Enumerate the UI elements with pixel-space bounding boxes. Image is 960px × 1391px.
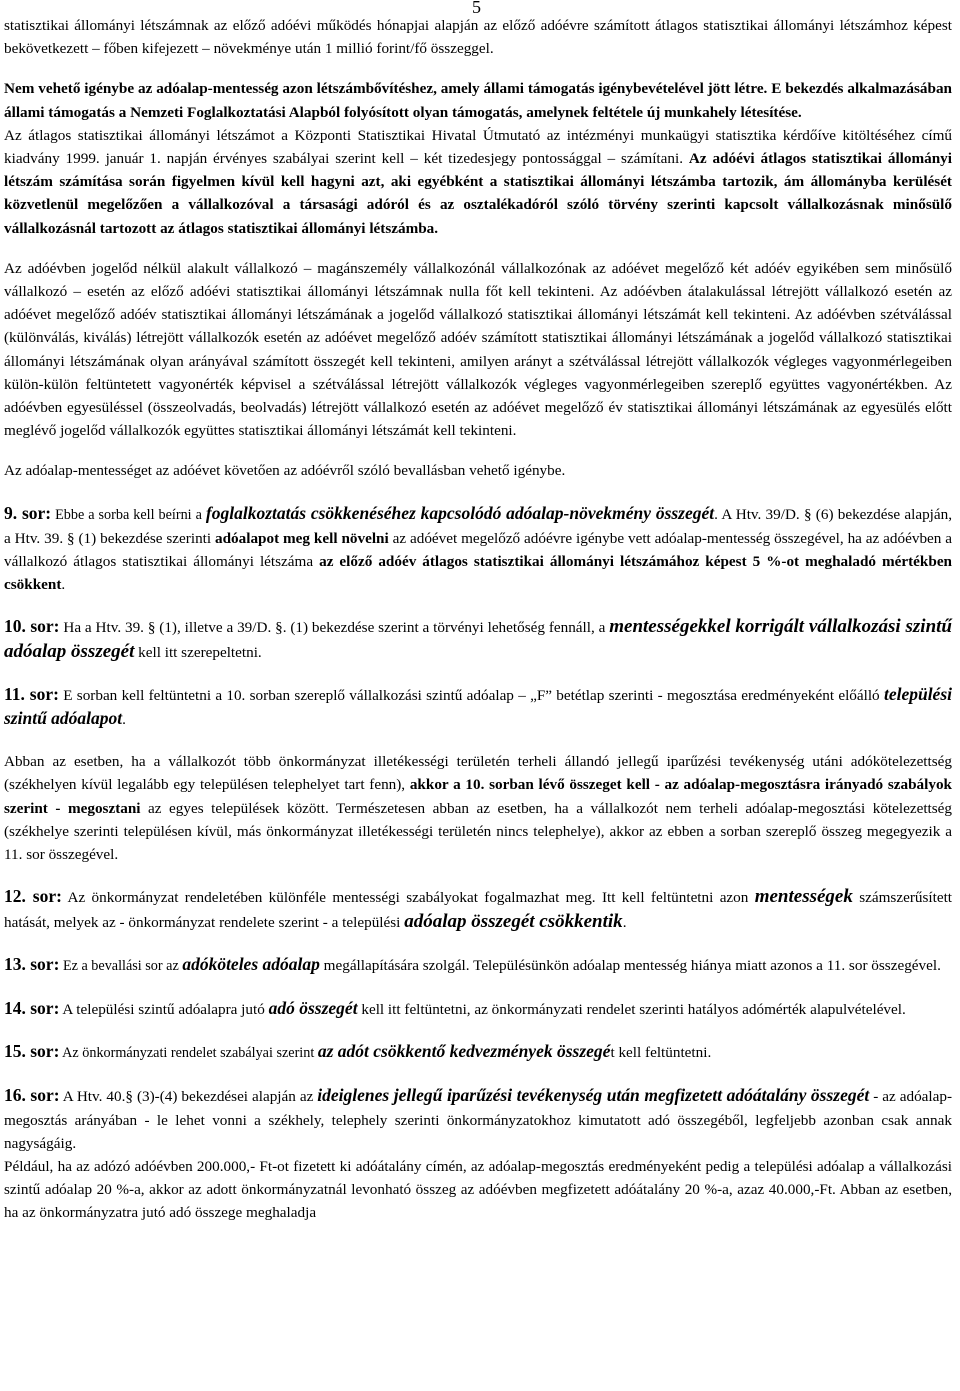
paragraph-state-aid-exclusion: Nem vehető igénybe az adóalap-mentesség azon létszámbővítéshez, amely állami támogatás igénybevételével jött létre. E bekezdés alkalmazásában állami támogatás a Nemzeti Foglalkoztatási Alapból folyósított olyan támogatás, amelynek feltétele új munkahely létesítése. [4,80,952,121]
row-14-description: 14. sor: A települési szintű adóalapra jutó adó összegét kell itt feltüntetni, az önkormányzati rendelet szerinti hatályos adómérték alapulvételével. [4,997,906,1018]
paragraph-claim-in-return: Az adóalap-mentességet az adóévet követően az adóévről szóló bevallásban vehető igénybe. [4,462,566,480]
row-10-emphasis: mentességekkel korrigált vállalkozási szintű adóalap összegét [4,616,952,662]
row-9-emphasis: foglalkoztatás csökkenéséhez kapcsolódó adóalap-növekmény összegét [205,502,715,523]
row-15-description: 15. sor: Az önkormányzati rendelet szabályai szerint az adót csökkentő kedvezmények összegét kell feltüntetni. [4,1041,712,1062]
row-15-emphasis: az adót csökkentő kedvezmények összegé [317,1041,611,1062]
row-12-emphasis-reduce: adóalap összegét csökkentik [404,910,623,932]
page-number: 5 [472,0,481,17]
row-13-emphasis: adóköteles adóalap [182,953,320,974]
row-9-label: 9. sor: [4,502,52,523]
row-16-label: 16. sor: [4,1085,60,1106]
row-13-label: 13. sor: [4,953,60,974]
document-body [4,14,952,1225]
paragraph-intro: statisztikai állományi létszámnak az előző adóévi működés hónapjai alapján az előző adóévre számított átlagos statisztikai állományi létszámhoz képest bekövetkezett – főben kifejezett – növekménye után 1 millió forint/fő összeggel. [4,17,952,58]
row-14-emphasis: adó összegét [268,997,358,1018]
row-9-description: 9. sor: Ebbe a sorba kell beírni a foglalkoztatás csökkenéséhez kapcsolódó adóalap-növekmény összegét. A Htv. 39/D. § (6) bekezdése alapján, a Htv. 39. § (1) bekezdése szerinti adóalapot meg kell növelni az adóévet megelőző adóévre igénybe vett adóalap-mentesség összegével, ha az adóévben a vállalkozó átlagos statisztikai állományi létszáma az előző adóév átlagos statisztikai állományi létszámához képest 5 %-ot meghaladó mértékben csökkent. [4,502,953,594]
row-11-label: 11. sor: [4,683,59,704]
row-16-emphasis: ideiglenes jellegű iparűzési tevékenység után megfizetett adóátalány összegét [317,1085,870,1106]
paragraph-headcount-calculation [4,124,952,240]
row-14-label: 14. sor: [4,997,60,1018]
row-10-description: 10. sor: Ha a Htv. 39. § (1), illetve a 39/D. §. (1) bekezdése szerint a törvényi lehetőség fennáll, a mentességekkel korrigált vállalkozási szintű adóalap összegét kell itt szerepeltetni. [4,616,952,662]
headcount-rule-text: Az átlagos statisztikai állományi létszámot a Központi Statisztikai Hivatal Útmutató az intézményi munkaügyi statisztika kérdőíve kitöltéséhez című kiadvány 1999. január 1. napján érvényes szabályai szerint kell – két tizedesjegy pontossággal – számítani. [4,126,952,168]
row-10-label: 10. sor: [4,616,60,637]
row-12-label: 12. sor: [4,886,62,907]
row-16-description: 16. sor: A Htv. 40.§ (3)-(4) bekezdései alapján az ideiglenes jellegű iparűzési tevékenység után megfizetett adóátalány összegét - az adóalap-megosztás arányában - le lehet vonni a székhely, telephely szerinti önkormányzatokhoz kimutatott adó összegéből, legfeljebb azonban csak annak nagyságáig. [4,1085,953,1152]
paragraph-legal-successor: Az adóévben jogelőd nélkül alakult vállalkozó – magánszemély vállalkozónál vállalkozónak az adóévet megelőző két adóév egyikében sem minősülő vállalkozó – esetén az előző adóévi statisztikai állományi létszámnak nulla főt kell tekinteni. Az adóévben átalakulással létrejött vállalkozó esetén az adóévet megelőző adóév statisztikai állományi létszámának a jogelőd vállalkozó statisztikai állományi létszámát kell tekinteni. Az adóévben szétválással (különválás, kiválás) létrejött vállalkozók esetén az adóévet megelőző adóév számított statisztikai állományi létszámának a jogelőd vállalkozó statisztikai állományi létszámának olyan arányával számított összegét kell tekinteni, amilyen arányt a szétválással létrejött vállalkozók végleges vagyonmérlegeiben külön-külön feltüntetett vagyonérték képvisel a szétválással létrejött vállalkozók végleges vagyonmérlegeiben szereplő együttes vagyonértékben. Az adóévben egyesüléssel (összeolvadás, beolvadás) létrejött vállalkozó esetén az adóévet megelőző év statisztikai állományi létszámának az egyesülés előtt meglévő jogelőd vállalkozók együttes statisztikai állományi létszámát kell tekinteni. [4,259,952,440]
row-12-emphasis-exemptions: mentességek [754,886,853,908]
headcount-exclusion-text: Az adóévi átlagos statisztikai állományi létszám számítása során figyelmen kívül kell hagyni azt, aki egyébként a statisztikai állományi létszámba tartozik, ám állományba kerülését közvetlenül megelőzően a vállalkozóval a társasági adóról és az osztalékadóról szóló törvény szerinti kapcsolt vállalkozásnak minősülő vállalkozásnál tartozott az átlagos statisztikai állományi létszámba. [4,150,952,237]
row-11-description: 11. sor: E sorban kell feltüntetni a 10. sorban szereplő vállalkozási szintű adóalap – „F” betétlap szerinti - megosztása eredményeként előálló települési szintű adóalapot. [4,683,952,729]
row-13-description: 13. sor: Ez a bevallási sor az adóköteles adóalap megállapítására szolgál. Településünkön adóalap mentesség hiánya miatt azonos a 11. sor összegével. [4,953,941,974]
row-11-apportionment-note: Abban az esetben, ha a vállalkozót több önkormányzat illetékességi területén terheli állandó jellegű iparűzési tevékenység utáni adókötelezettség (székhelyen kívül legalább egy településen telephelyet tart fenn), akkor a 10. sorban lévő összeget kell - az adóalap-megosztásra irányadó szabályok szerint - megosztani az egyes települések között. Természetesen abban az esetben, ha a vállalkozót nem terheli adóalap-megosztási kötelezettség (székhelye szerinti településen kívül, más önkormányzat illetékességi területén nincs telephelye), akkor az ebben a sorban szereplő összeg megegyezik a 11. sor összegével. [4,753,952,864]
paragraph-example: Például, ha az adózó adóévben 200.000,- Ft-ot fizetett ki adóátalány címén, az adóalap-megosztás eredményeként pedig a települési adóalap a vállalkozási szintű adóalap 20 %-a, akkor az adott önkormányzatnál levonható összeg az adóévben megfizetett adóátalány 20 %-a, azaz 40.000,-Ft. Abban az esetben, ha az önkormányzatra jutó adó összege meghaladja [4,1157,952,1222]
row-11-emphasis: települési szintű adóalapot [4,683,952,729]
row-12-description: 12. sor: Az önkormányzat rendeletében különféle mentességi szabályokat fogalmazhat meg. Itt kell feltüntetni azon mentességek számszerűsített hatását, melyek az - önkormányzat rendelete szerint - a települési adóalap összegét csökkentik. [4,886,953,932]
row-15-label: 15. sor: [4,1041,60,1062]
